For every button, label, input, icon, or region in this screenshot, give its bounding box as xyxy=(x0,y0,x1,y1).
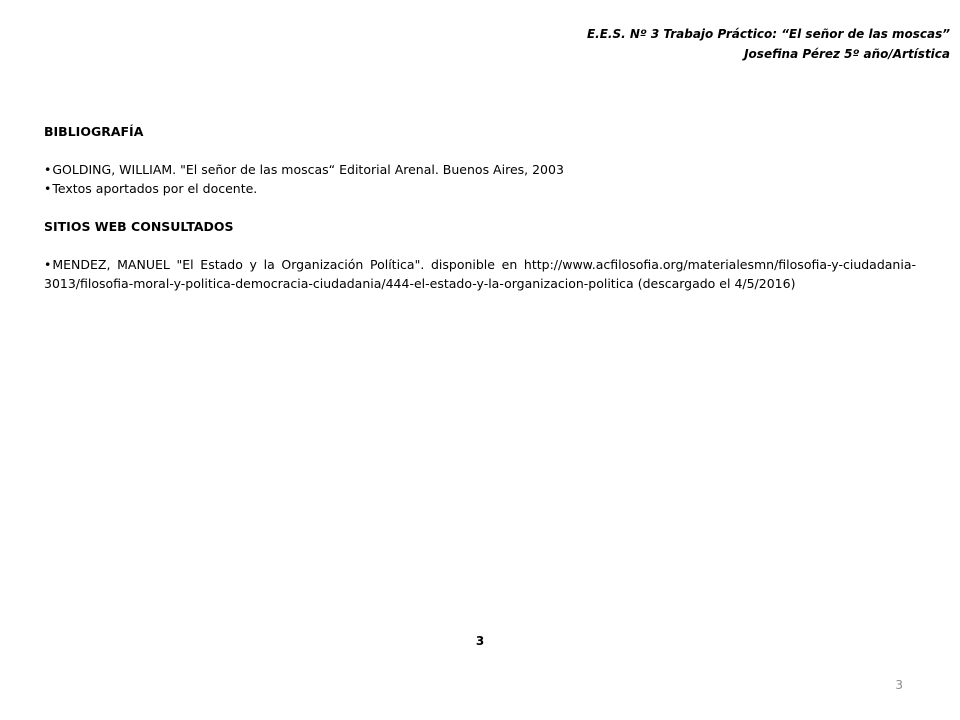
bibliography-heading: BIBLIOGRAFÍA xyxy=(44,124,144,139)
bibliography-item-1: GOLDING, WILLIAM. "El señor de las moscas“ Editorial Arenal. Buenos Aires, 2003 xyxy=(52,162,564,177)
header-line-2: Josefina Pérez 5º año/Artística xyxy=(744,47,950,61)
header-line-1: E.E.S. Nº 3 Trabajo Práctico: “El señor de las moscas” xyxy=(586,27,950,41)
document-body xyxy=(44,122,916,293)
bibliography-list xyxy=(44,160,916,198)
bullet-icon: • xyxy=(44,162,52,177)
list-item xyxy=(44,255,916,293)
slide-number: 3 xyxy=(895,678,903,692)
bullet-icon: • xyxy=(44,181,52,196)
websites-list xyxy=(44,255,916,293)
list-item xyxy=(44,179,916,198)
bibliography-item-2: Textos aportados por el docente. xyxy=(52,181,258,196)
websites-heading: SITIOS WEB CONSULTADOS xyxy=(44,219,234,234)
list-item xyxy=(44,160,916,179)
bullet-icon: • xyxy=(44,257,52,272)
website-item-1: MENDEZ, MANUEL "El Estado y la Organización Política". disponible en http://www.acfilosofia.org/materialesmn/filosofia-y-ciudadania-3013/filosofia-moral-y-politica-democracia-ciudadania/444-el-estado-y-la-organizacion-politica (descargado el 4/5/2016) xyxy=(44,257,916,291)
page-number: 3 xyxy=(475,634,485,648)
document-header xyxy=(587,24,950,64)
